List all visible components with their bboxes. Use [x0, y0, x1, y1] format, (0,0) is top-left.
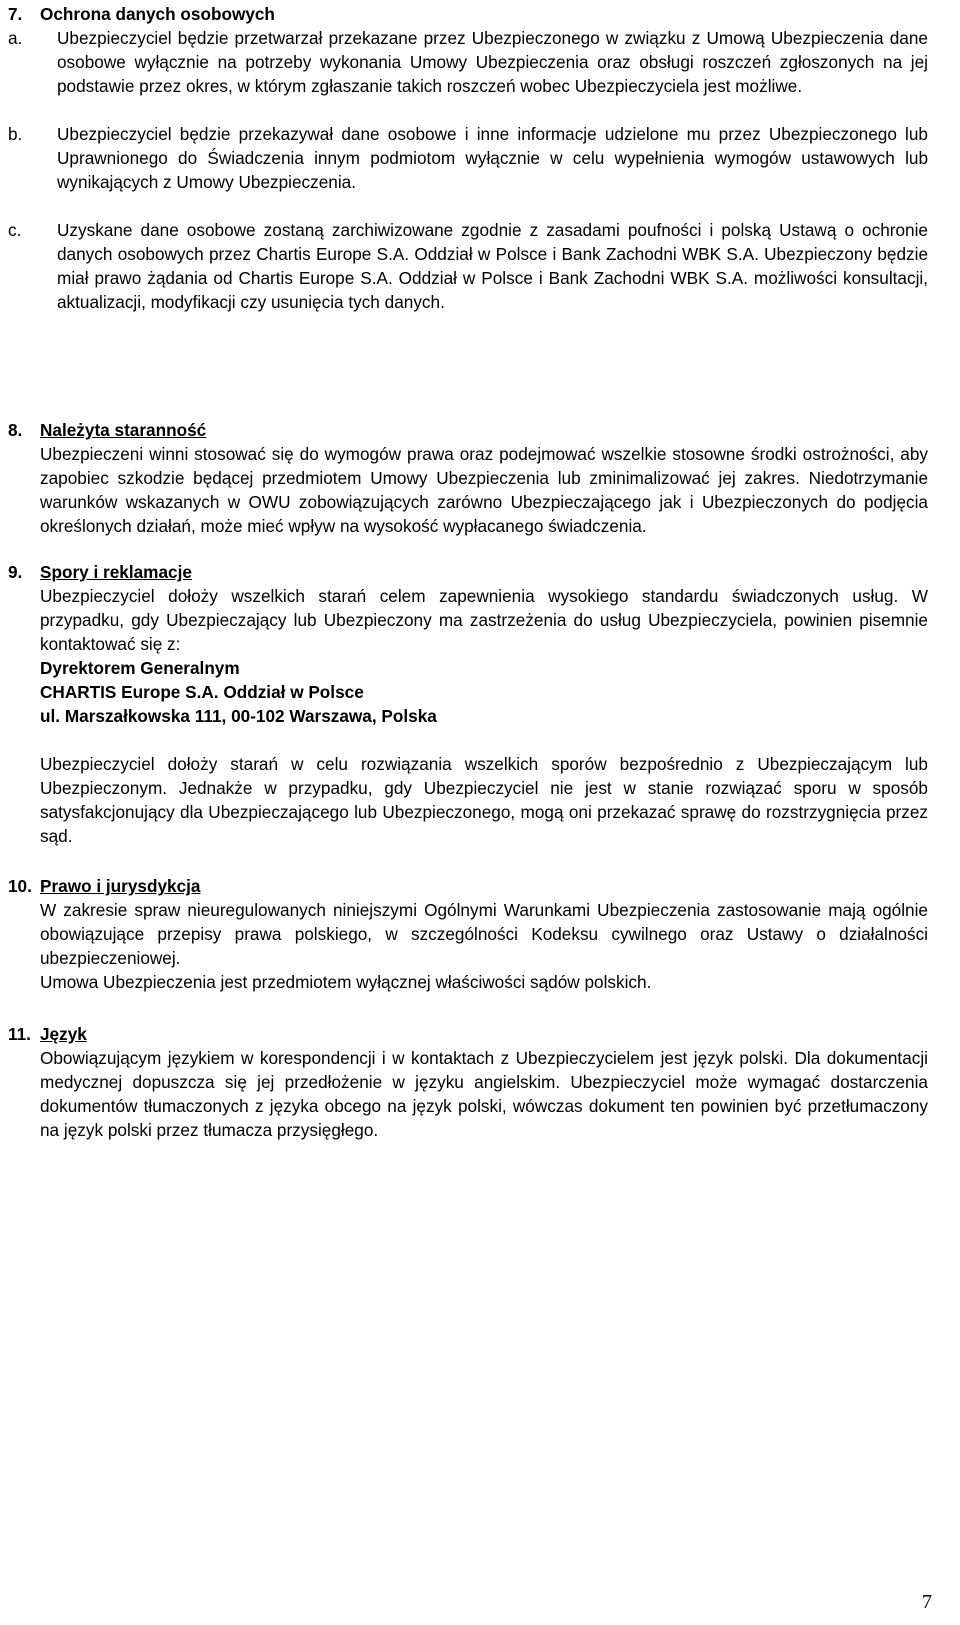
- section-title: Język: [40, 1024, 87, 1044]
- section-title: Należyta staranność: [40, 420, 207, 440]
- section-title: Spory i reklamacje: [40, 562, 192, 582]
- section-8-heading: [8, 418, 928, 442]
- section-11-heading: [8, 1022, 928, 1046]
- address-line: Dyrektorem Generalnym: [40, 658, 240, 678]
- list-item: [8, 122, 928, 194]
- section-paragraph: W zakresie spraw nieuregulowanych niniejszymi Ogólnymi Warunkami Ubezpieczenia zastosowanie mają ogólnie obowiązujące przepisy prawa polskiego, w szczególności Kodeksu cywilnego oraz Ustawy o działalności ubezpieczeniowej.: [40, 900, 928, 968]
- item-letter: c.: [8, 220, 22, 240]
- section-title: Prawo i jurysdykcja: [40, 876, 201, 896]
- section-10: [8, 874, 928, 994]
- section-paragraph: Ubezpieczyciel dołoży wszelkich starań celem zapewnienia wysokiego standardu świadczonych usług. W przypadku, gdy Ubezpieczający lub Ubezpieczony ma zastrzeżenia do usług Ubezpieczyciela, powinien pisemnie kontaktować się z:: [40, 586, 928, 654]
- section-10-heading: [8, 874, 928, 898]
- item-text: Ubezpieczyciel będzie przekazywał dane osobowe i inne informacje udzielone mu przez Ubezpieczonego lub Uprawnionego do Świadczenia innym podmiotom wyłącznie w celu wypełnienia wymogów ustawowych lub wynikających z Umowy Ubezpieczenia.: [57, 124, 928, 192]
- section-number: 7.: [8, 4, 23, 24]
- section-paragraph: Obowiązującym językiem w korespondencji i w kontaktach z Ubezpieczycielem jest język polski. Dla dokumentacji medycznej dopuszcza się jej przedłożenie w języku angielskim. Ubezpieczyciel może wymagać dostarczenia dokumentów tłumaczonych z języka obcego na język polski, wówczas dokument ten powinien być przetłumaczony na język polski przez tłumacza przysięgłego.: [40, 1048, 928, 1140]
- section-paragraph: Umowa Ubezpieczenia jest przedmiotem wyłącznej właściwości sądów polskich.: [40, 972, 652, 992]
- section-number: 9.: [8, 562, 23, 582]
- section-paragraph: Ubezpieczeni winni stosować się do wymogów prawa oraz podejmować wszelkie stosowne środki ostrożności, aby zapobiec szkodzie będącej przedmiotem Umowy Ubezpieczenia lub zminimalizować jej zakres. Niedotrzymanie warunków wskazanych w OWU zobowiązujących zarówno Ubezpieczającego jak i Ubezpieczonych do podjęcia określonych działań, może mieć wpływ na wysokość wypłacanego świadczenia.: [40, 444, 928, 536]
- section-9: [8, 560, 928, 848]
- list-item: [8, 218, 928, 314]
- section-7-heading: [8, 2, 928, 26]
- section-7: [8, 2, 928, 314]
- section-paragraph: Ubezpieczyciel dołoży starań w celu rozwiązania wszelkich sporów bezpośrednio z Ubezpieczającym lub Ubezpieczonym. Jednakże w przypadku, gdy Ubezpieczyciel nie jest w stanie rozwiązać sporu w sposób satysfakcjonujący dla Ubezpieczającego lub Ubezpieczonego, mogą oni przekazać sprawę do rozstrzygnięcia przez sąd.: [40, 754, 928, 846]
- list-item: [8, 26, 928, 98]
- section-number: 8.: [8, 420, 23, 440]
- address-line: CHARTIS Europe S.A. Oddział w Polsce: [40, 682, 364, 702]
- item-text: Uzyskane dane osobowe zostaną zarchiwizowane zgodnie z zasadami poufności i polską Ustawą o ochronie danych osobowych przez Chartis Europe S.A. Oddział w Polsce i Bank Zachodni WBK S.A. Ubezpieczony będzie miał prawo żądania od Chartis Europe S.A. Oddział w Polsce i Bank Zachodni WBK S.A. możliwości konsultacji, aktualizacji, modyfikacji czy usunięcia tych danych.: [57, 220, 928, 312]
- page-number: 7: [922, 1591, 932, 1613]
- section-title: Ochrona danych osobowych: [40, 4, 275, 24]
- section-8: [8, 418, 928, 538]
- item-text: Ubezpieczyciel będzie przetwarzał przekazane przez Ubezpieczonego w związku z Umową Ubezpieczenia dane osobowe wyłącznie na potrzeby wykonania Umowy Ubezpieczenia oraz obsługi roszczeń zgłoszonych na jej podstawie przez okres, w którym zgłaszanie takich roszczeń wobec Ubezpieczyciela jest możliwe.: [57, 28, 928, 96]
- item-letter: b.: [8, 124, 23, 144]
- item-letter: a.: [8, 28, 23, 48]
- section-9-heading: [8, 560, 928, 584]
- section-number: 10.: [8, 876, 32, 896]
- section-11: [8, 1022, 928, 1142]
- address-line: ul. Marszałkowska 111, 00-102 Warszawa, Polska: [40, 706, 437, 726]
- section-number: 11.: [8, 1024, 31, 1044]
